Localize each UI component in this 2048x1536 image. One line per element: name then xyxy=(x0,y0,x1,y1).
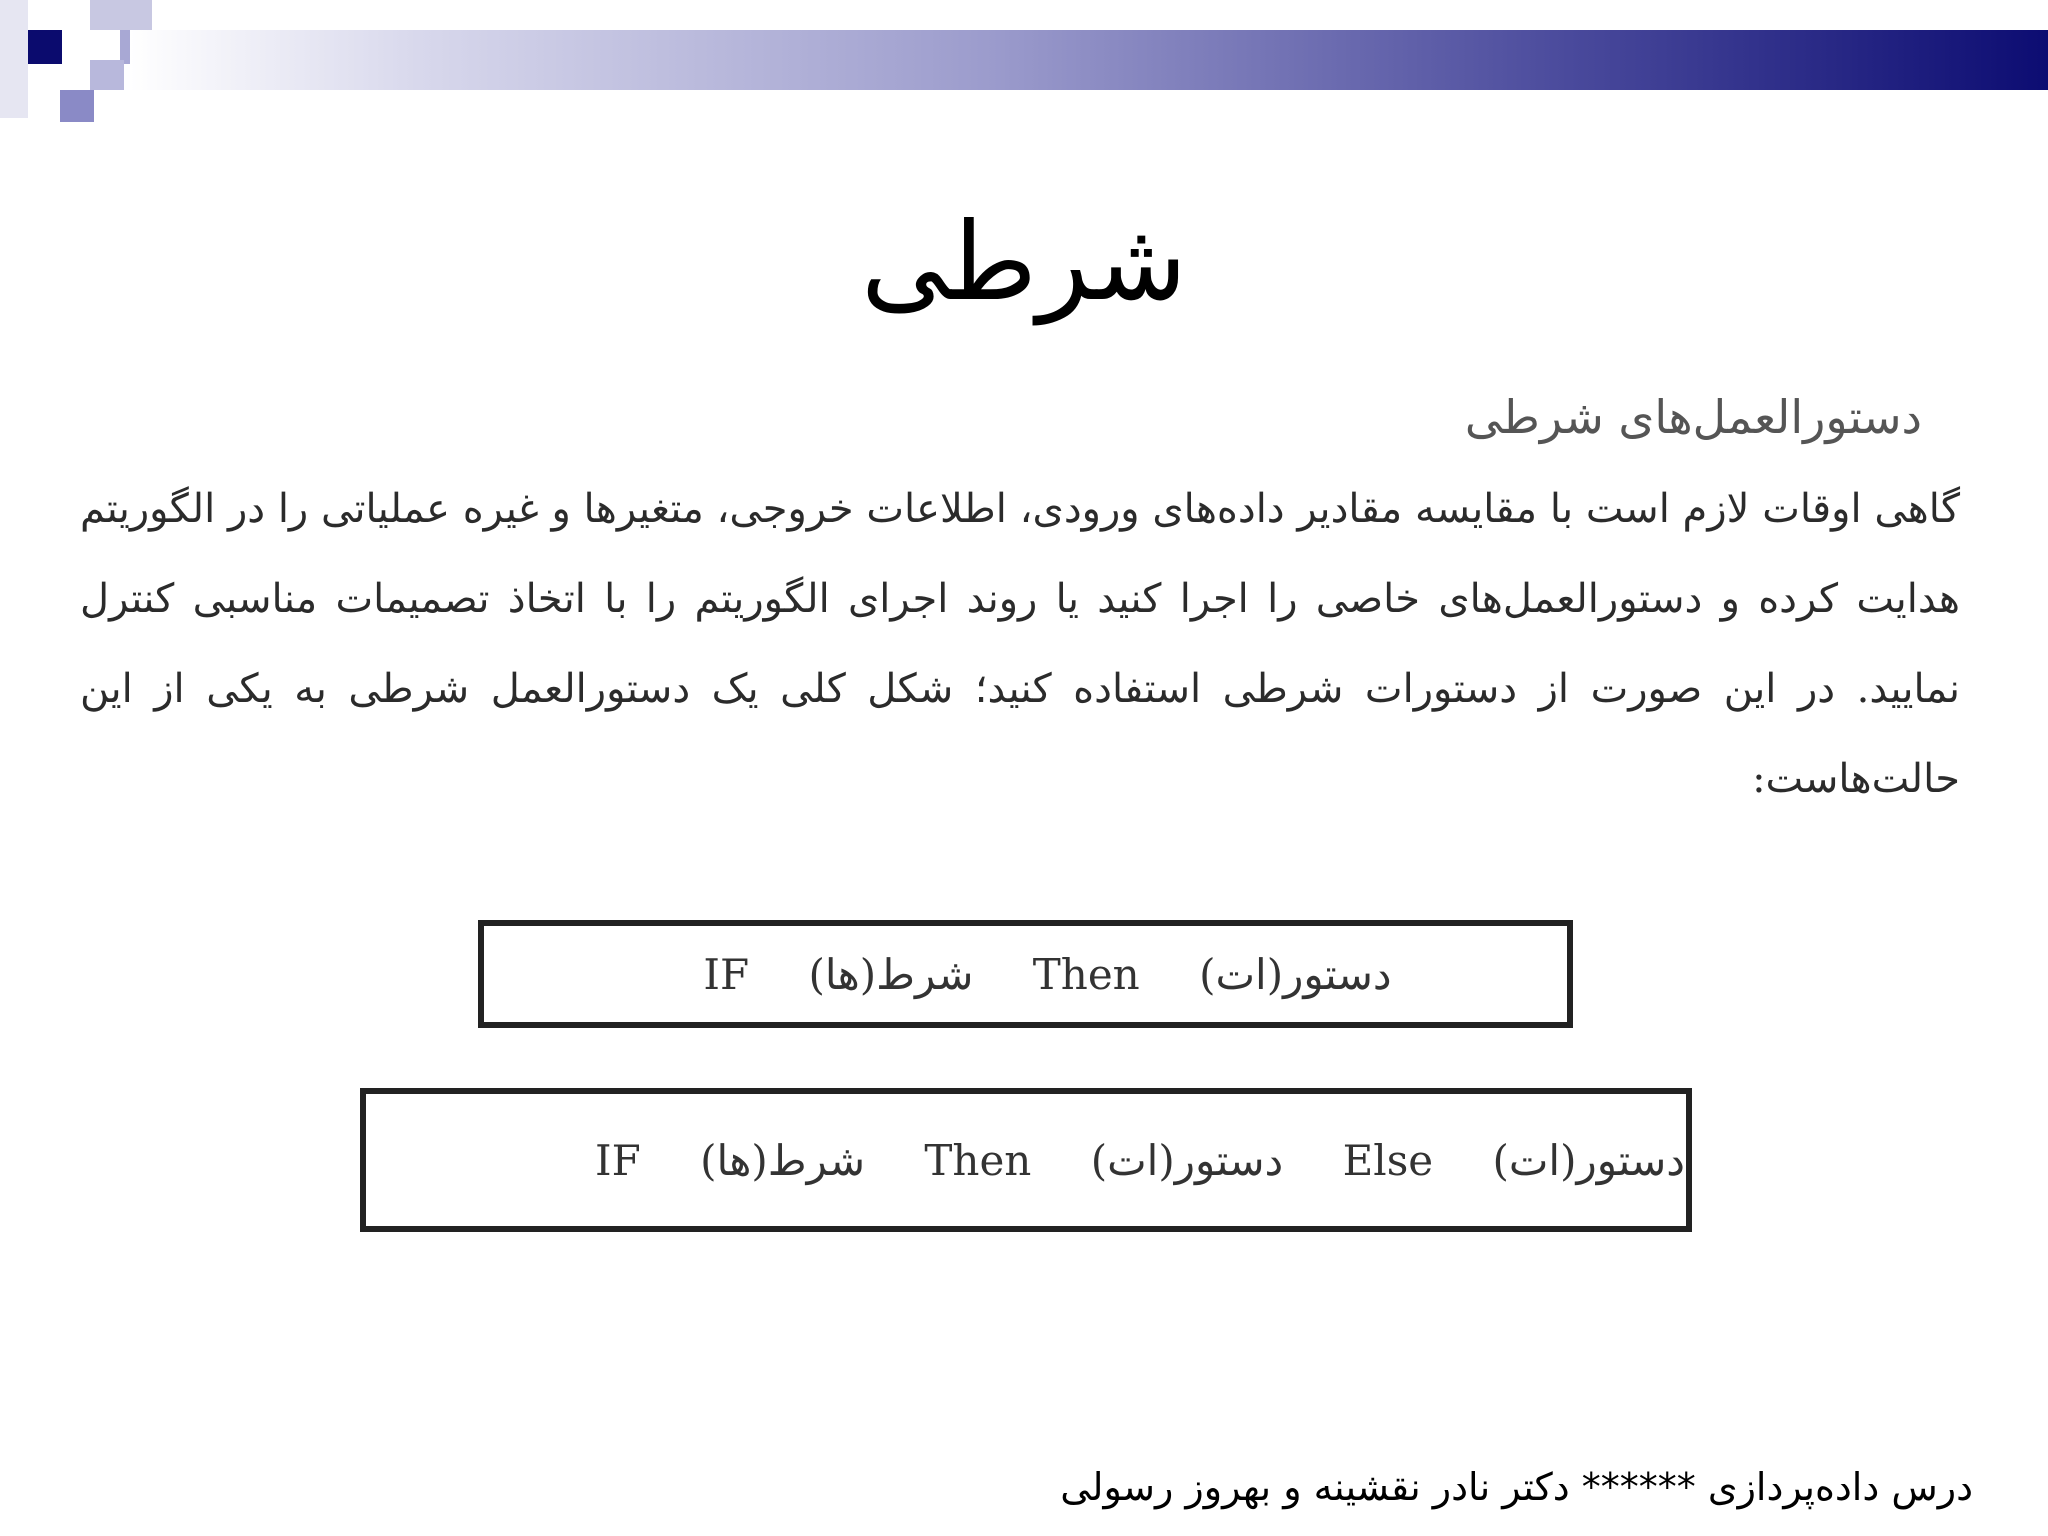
else-statements-text: دستور(ات) xyxy=(1492,1135,1686,1185)
statements-text: دستور(ات) xyxy=(1199,949,1392,999)
syntax-box-if-then xyxy=(478,920,1573,1028)
statements-text: دستور(ات) xyxy=(1090,1135,1284,1185)
keyword-else: Else xyxy=(1342,1135,1434,1185)
keyword-then: Then xyxy=(924,1135,1032,1185)
condition-text: شرط(ها) xyxy=(808,949,974,999)
syntax-box-if-then-else xyxy=(360,1088,1692,1232)
square-decoration xyxy=(90,60,124,90)
syntax-line xyxy=(551,1136,1685,1185)
square-decoration xyxy=(60,90,94,122)
square-decoration xyxy=(90,0,152,30)
syntax-line xyxy=(659,950,1391,999)
condition-text: شرط(ها) xyxy=(700,1135,866,1185)
header-gradient-band xyxy=(130,30,2048,90)
scanned-text-block xyxy=(80,390,1970,824)
section-heading: دستورالعمل‌های شرطی xyxy=(1464,390,1922,444)
keyword-then: Then xyxy=(1032,949,1140,999)
slide-title: شرطی xyxy=(860,200,1188,325)
keyword-if: IF xyxy=(703,949,750,999)
keyword-if: IF xyxy=(595,1135,641,1185)
square-decoration xyxy=(28,30,62,64)
square-decoration xyxy=(0,0,28,118)
slide-footer: درس داده‌پردازی ****** دکتر نادر نقشینه و بهروز رسولی xyxy=(1060,1465,1973,1509)
body-paragraph: گاهی اوقات لازم است با مقایسه مقادیر داده‌های ورودی، اطلاعات خروجی، متغیرها و غیره عملیاتی را در الگوریتم هدایت کرده و دستورالعمل‌های خاصی را اجرا کنید یا روند اجرای الگوریتم را با اتخاذ تصمیمات مناسبی کنترل نمایید. در این صورت از دستورات شرطی استفاده کنید؛ شکل کلی یک دستورالعمل شرطی به یکی از این حالت‌هاست: xyxy=(80,486,1961,802)
